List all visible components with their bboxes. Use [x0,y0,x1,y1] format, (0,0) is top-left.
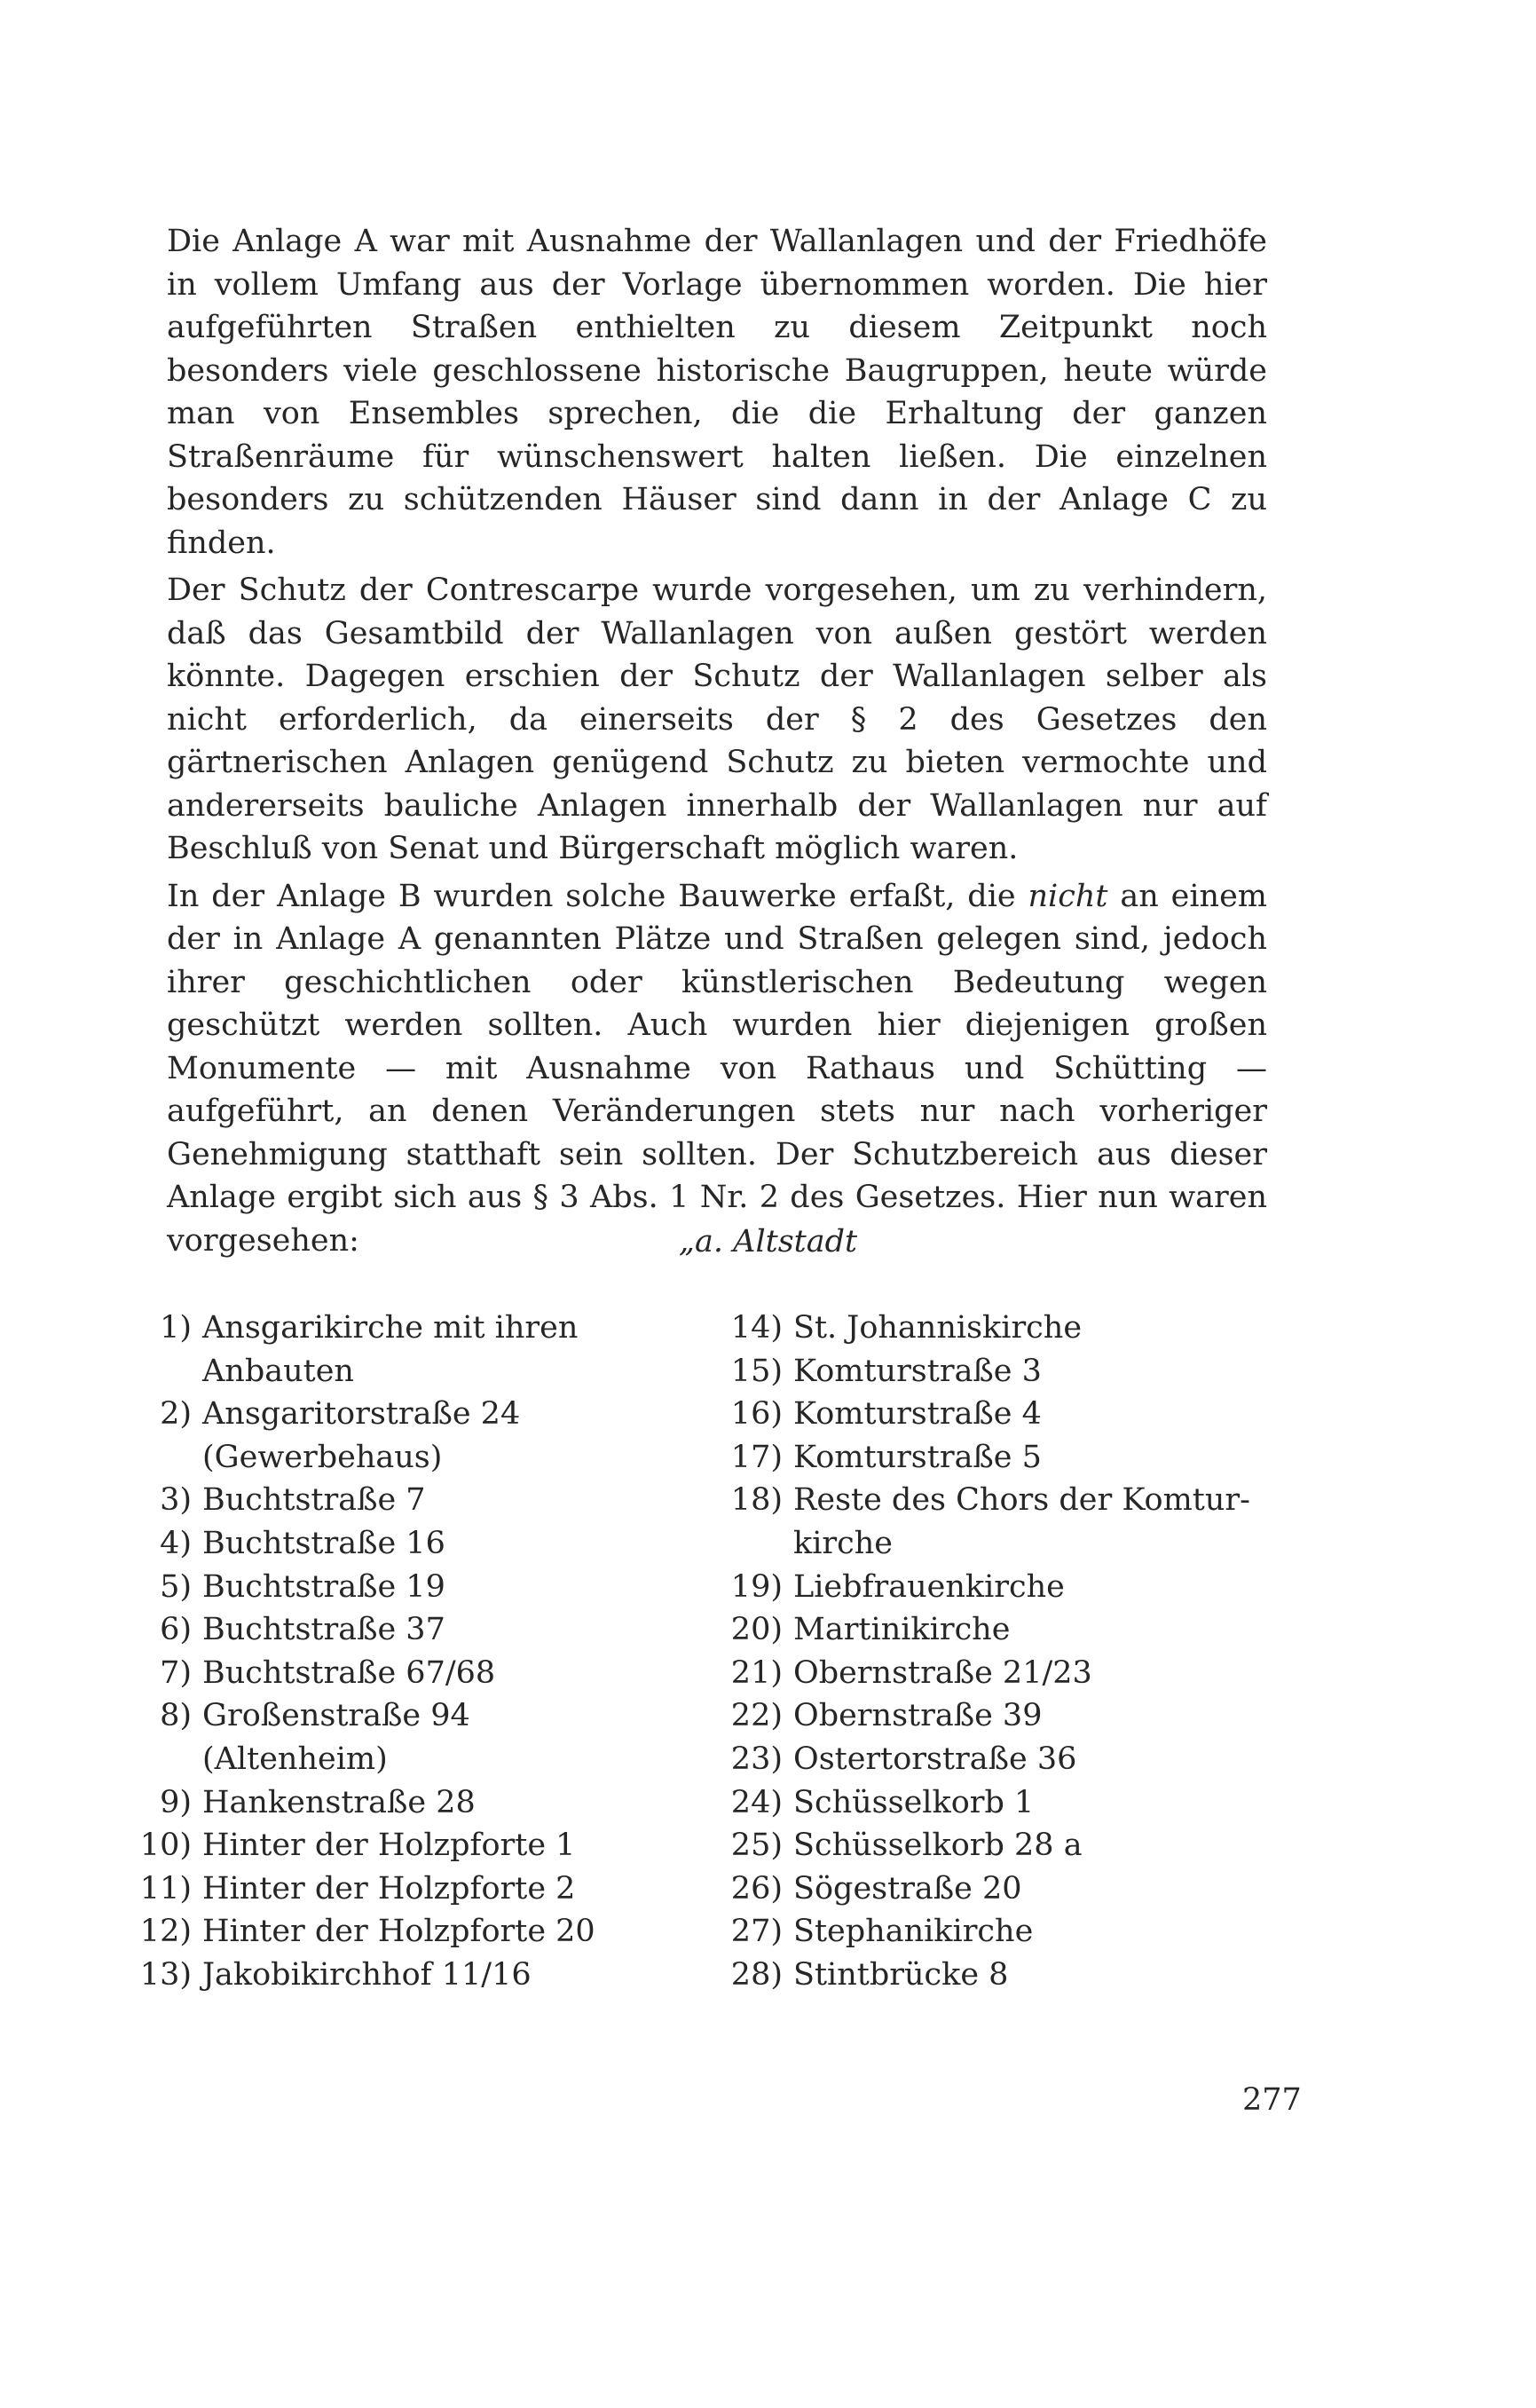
list-item-number: 3) [160,1482,192,1519]
list-item [715,1824,1319,1867]
list-item [715,1867,1319,1911]
list-item-label [202,1781,674,1825]
list-item-number: 18) [730,1482,783,1519]
list-item [124,1522,674,1566]
list-item-number: 6) [160,1612,192,1648]
list-item [715,1479,1319,1565]
list-item-line: Komturstraße 5 [793,1439,1042,1475]
list-item-label [793,1867,1319,1911]
emphasis-nicht: nicht [1028,878,1108,914]
list-item-label [793,1608,1319,1652]
list-item-line: (Altenheim) [202,1741,388,1777]
list-item-line: Buchtstraße 37 [202,1612,445,1648]
list-item [715,1393,1319,1436]
list-item-label [793,1393,1319,1436]
body-text [167,220,1267,1267]
paragraph-anlage-b-start: In der Anlage B wurden solche Bauwerke erfaßt, die [167,878,1028,914]
list-item-line: Sögestraße 20 [793,1870,1022,1907]
list-item-label [202,1566,674,1609]
list-item-number: 11) [139,1870,192,1907]
list-item-label [202,1393,674,1479]
list-item-line: Ansgarikirche mit ihren [202,1310,579,1346]
list-item-label [793,1652,1319,1695]
list-item [124,1566,674,1609]
list-item-number: 12) [139,1914,192,1950]
list-item [715,1781,1319,1825]
list-item-number: 7) [160,1654,192,1691]
list-item-line: Martinikirche [793,1612,1011,1648]
list-item [715,1350,1319,1393]
list-item [124,1608,674,1652]
list-item-label [202,1522,674,1566]
list-item-label [202,1694,674,1780]
list-item-number: 14) [730,1310,783,1346]
list-item-line: Jakobikirchhof 11/16 [202,1956,532,1993]
list-item-label [202,1954,674,1997]
list-item-label [793,1350,1319,1393]
list-item-number: 22) [730,1698,783,1734]
list-item-line: Hinter der Holzpforte 1 [202,1828,576,1864]
paragraph-anlage-b [167,875,1267,1263]
list-item-line: Reste des Chors der Komtur- [793,1482,1250,1519]
list-item-label [793,1307,1319,1350]
list-item [124,1910,674,1954]
list-item-line: Obernstraße 39 [793,1698,1043,1734]
list-item-number: 8) [160,1698,192,1734]
list-item-line: Schüsselkorb 28 a [793,1828,1083,1864]
list-item-number: 24) [730,1784,783,1820]
list-item-line: Anbauten [202,1353,354,1389]
list-item-number: 16) [730,1396,783,1433]
list-item [124,1694,674,1780]
list-item-label [793,1738,1319,1781]
list-item [715,1910,1319,1954]
list-item-number: 19) [730,1568,783,1605]
list-item-line: Buchtstraße 19 [202,1568,445,1605]
list-item-line: Hankenstraße 28 [202,1784,476,1820]
list-item [715,1738,1319,1781]
list-item-label [202,1652,674,1695]
list-item-label [793,1566,1319,1609]
list-item [124,1479,674,1522]
list-item-label [793,1954,1319,1997]
list-item [715,1307,1319,1350]
list-item [715,1954,1319,1997]
list-item-line: Hinter der Holzpforte 2 [202,1870,576,1907]
list-item [715,1566,1319,1609]
list-item-number: 15) [730,1353,783,1389]
list-item-line: Komturstraße 4 [793,1396,1042,1433]
list-item-line: Buchtstraße 67/68 [202,1654,496,1691]
list-item [124,1652,674,1695]
list-item-line: Buchtstraße 16 [202,1525,445,1561]
list-item-line: Buchtstraße 7 [202,1482,426,1519]
list-item [124,1824,674,1867]
list-column-right [715,1307,1319,1997]
list-item-line: Ostertorstraße 36 [793,1741,1077,1777]
section-heading: „a. Altstadt [678,1224,858,1259]
list-item-number: 13) [139,1956,192,1993]
list-column-left [124,1307,674,1997]
list-item-label [793,1910,1319,1954]
list-item-number: 1) [160,1310,192,1346]
list-item-number: 10) [139,1828,192,1864]
list-item-label [793,1824,1319,1867]
list-item [715,1652,1319,1695]
list-item-number: 5) [160,1568,192,1605]
list-item-label [202,1479,674,1522]
list-item [124,1307,674,1393]
list-item-line: Komturstraße 3 [793,1353,1042,1389]
list-item-line: kirche [793,1525,893,1561]
list-item [715,1436,1319,1480]
list-item-number: 23) [730,1741,783,1777]
list-item-number: 21) [730,1654,783,1691]
list-item-label [793,1436,1319,1480]
list-item-number: 17) [730,1439,783,1475]
paragraph-contrescarpe: Der Schutz der Contrescarpe wurde vorgesehen, um zu verhindern, daß das Gesamtbild der Wallanlagen von außen gestört werden könnte. Dagegen erschien der Schutz der Wallanlagen selber als nicht erforderlich, da einerseits der § 2 des Gesetzes den gärtnerischen Anlagen genügend Schutz zu bieten vermochte und andererseits bauliche Anlagen innerhalb der Wallanlagen nur auf Beschluß von Senat und Bürgerschaft möglich waren. [167,572,1267,866]
list-item [715,1694,1319,1738]
list-item-line: (Gewerbehaus) [202,1439,443,1475]
list-item-label [793,1479,1319,1565]
list-item-number: 20) [730,1612,783,1648]
list-item-line: Ansgaritorstraße 24 [202,1396,521,1433]
list-item-number: 2) [160,1396,192,1433]
list-item-number: 4) [160,1525,192,1561]
paragraph-anlage-b-end: an einem der in Anlage A genannten Plätze und Straßen gelegen sind, jedoch ihrer geschichtlichen oder künstlerischen Bedeutung wegen geschützt werden sollten. Auch wurden hier diejenigen großen Monumente — mit Ausnahme von Rathaus und Schütting — aufgeführt, an denen Veränderungen stets nur nach vorheriger Genehmigung statthaft sein sollten. Der Schutzbereich aus dieser Anlage ergibt sich aus § 3 Abs. 1 Nr. 2 des Gesetzes. Hier nun waren vorgesehen: [167,878,1267,1259]
list-item-line: St. Johanniskirche [793,1310,1083,1346]
list-item-line: Großenstraße 94 [202,1698,470,1734]
list-item [124,1781,674,1825]
list-item-line: Stephanikirche [793,1914,1034,1950]
list-item-number: 9) [160,1784,192,1820]
list-item [124,1867,674,1911]
list-item-label [793,1694,1319,1738]
list-item-line: Liebfrauenkirche [793,1568,1065,1605]
list-item-line: Obernstraße 21/23 [793,1654,1092,1691]
list-item-label [202,1910,674,1954]
list-item-label [202,1608,674,1652]
list-item [124,1954,674,1997]
list-item-number: 25) [730,1828,783,1864]
list-item-label [793,1781,1319,1825]
list-item-line: Hinter der Holzpforte 20 [202,1914,595,1950]
paragraph-anlage-a: Die Anlage A war mit Ausnahme der Wallanlagen und der Friedhöfe in vollem Umfang aus der Vorlage übernommen worden. Die hier aufgeführten Straßen enthielten zu diesem Zeitpunkt noch besonders viele geschlossene historische Baugruppen, heute würde man von Ensembles sprechen, die die Erhaltung der ganzen Straßenräume für wünschenswert halten ließen. Die einzelnen besonders zu schützenden Häuser sind dann in der Anlage C zu finden. [167,224,1267,561]
page-number: 277 [1242,2082,1302,2118]
list-item-label [202,1867,674,1911]
list-item-number: 26) [730,1870,783,1907]
list-item-label [202,1824,674,1867]
list-item-line: Schüsselkorb 1 [793,1784,1035,1820]
list-item-number: 28) [730,1956,783,1993]
list-item-line: Stintbrücke 8 [793,1956,1009,1993]
list-item-number: 27) [730,1914,783,1950]
list-item [124,1393,674,1479]
list-item [715,1608,1319,1652]
list-item-label [202,1307,674,1393]
